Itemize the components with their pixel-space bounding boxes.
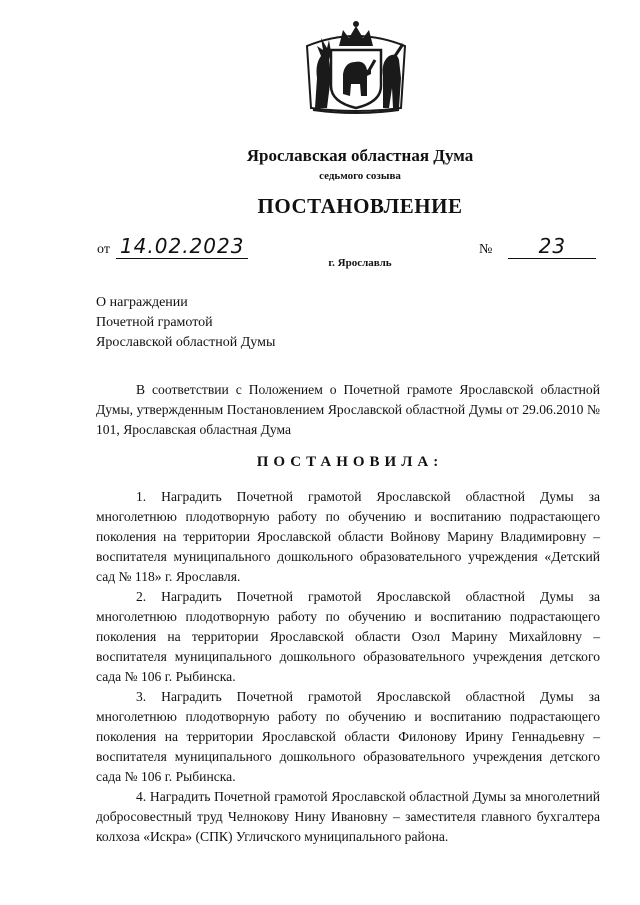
subject-block (96, 293, 275, 353)
organization-name: Ярославская областная Дума (246, 146, 474, 165)
convocation-label: седьмого созыва (319, 170, 401, 182)
number-label: № (479, 242, 493, 257)
coat-of-arms-icon (297, 16, 415, 116)
decided-heading: ПОСТАНОВИЛА: (256, 454, 444, 470)
subject-line: Ярославской областной Думы (96, 335, 276, 350)
date-value: 14.02.2023 (116, 234, 249, 259)
date-row (97, 234, 248, 259)
resolution-items (96, 487, 600, 847)
preamble-paragraph: В соответствии с Положением о Почетной грамоте Ярославской областной Думы, утвержденным Постановлением Ярославской областной Думы от 29.06.2010 № 101, Ярославская областная Дума (96, 382, 600, 437)
number-value: 23 (508, 234, 596, 259)
date-label: от (97, 242, 110, 257)
resolution-item: 1. Наградить Почетной грамотой Ярославской областной Думы за многолетнюю плодотворную работу по обучению и воспитанию подрастающего поколения на территории Ярославской области Войнову Марину Владимировну – воспитателя муниципального дошкольного образовательного учреждения «Детский сад № 118» г. Ярославля. (96, 489, 600, 584)
document-type-title: ПОСТАНОВЛЕНИЕ (257, 194, 463, 218)
resolution-item: 3. Наградить Почетной грамотой Ярославской областной Думы за многолетнюю плодотворную работу по обучению и воспитанию подрастающего поколения на территории Ярославской области Филонову Ирину Геннадьевну – воспитателя муниципального дошкольного образовательного учреждения детского сада № 106 г. Рыбинска. (96, 689, 600, 784)
subject-line: Почетной грамотой (96, 315, 213, 330)
resolution-item: 2. Наградить Почетной грамотой Ярославской областной Думы за многолетнюю плодотворную работу по обучению и воспитанию подрастающего поколения на территории Ярославской области Озол Марину Михайловну – воспитателя муниципального дошкольного образовательного учреждения детского сада № 106 г. Рыбинска. (96, 589, 600, 684)
number-row (479, 234, 596, 259)
city-label: г. Ярославль (328, 257, 392, 269)
subject-line: О награждении (96, 295, 188, 310)
resolution-item: 4. Наградить Почетной грамотой Ярославской областной Думы за многолетний добросовестный труд Челнокову Нину Ивановну – заместителя главного бухгалтера колхоза «Искра» (СПК) Угличского муниципального района. (96, 789, 600, 844)
